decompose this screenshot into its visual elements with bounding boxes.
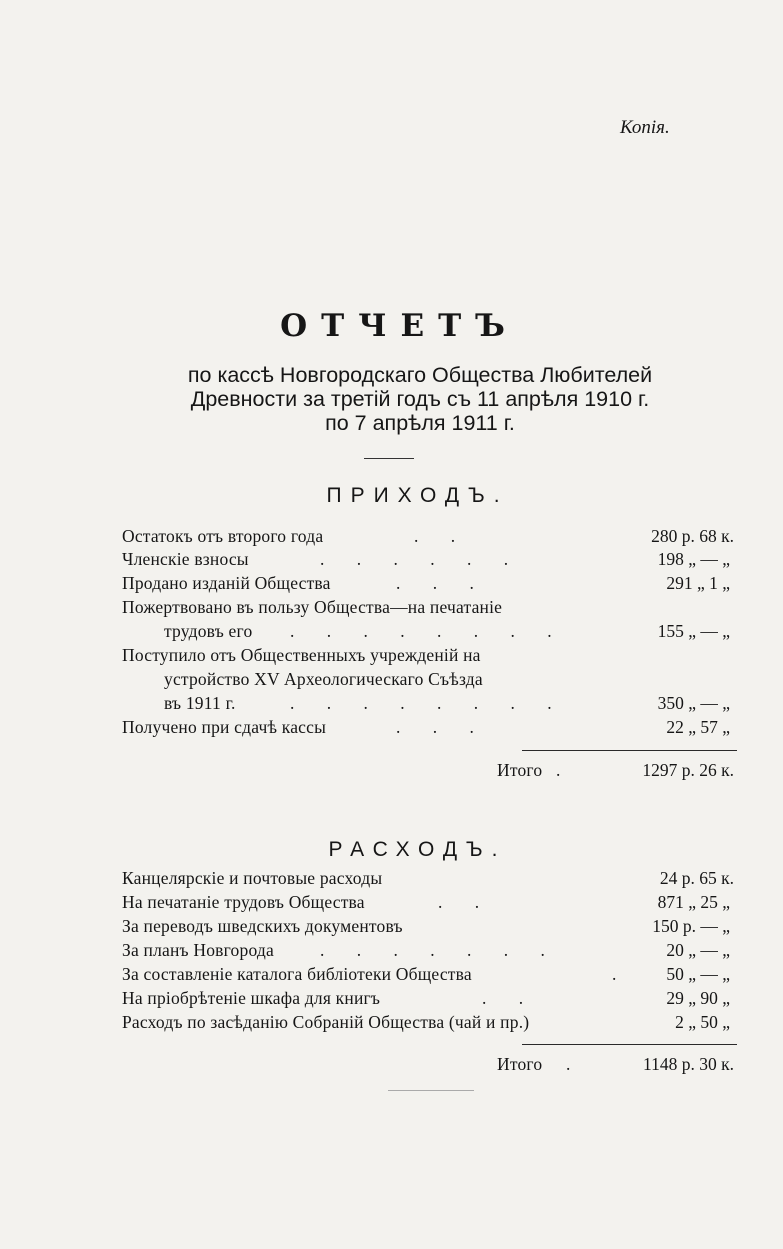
expense-row-amount: 2 „ 50 „ [675,1012,730,1032]
expense-row-label: За планъ Новгорода [122,940,274,960]
leader-dots: . . . . . . . . [290,693,566,713]
income-row-label: Остатокъ отъ второго года [122,526,324,546]
income-row-amount: 198 „ — „ [657,549,730,569]
leader-dots: . . [414,526,470,546]
expense-total-label: Итого [497,1054,543,1074]
expense-row-label: На печатаніе трудовъ Общества [122,892,365,912]
report-subtitle [100,363,740,435]
income-row-label: трудовъ его [164,621,253,641]
expense-row-amount: 50 „ — „ [666,964,730,984]
subtitle-divider [364,458,414,459]
income-row-amount: 280 р. 68 к. [651,526,734,546]
expense-row-label: За составленіе каталога библіотеки Общества [122,964,472,984]
income-row-label: устройство XV Археологическаго Съѣзда [164,669,483,689]
subtitle-line: по 7 апрѣля 1911 г. [325,411,515,435]
income-row-amount: 155 „ — „ [657,621,730,641]
income-total-rule [522,750,737,751]
expense-total-amount: 1148 р. 30 к. [643,1054,734,1074]
income-row-amount: 350 „ — „ [657,693,730,713]
expense-row-amount: 20 „ — „ [666,940,730,960]
income-row-label: Поступило отъ Общественныхъ учрежденій на [122,645,481,665]
leader-dots: . . . . . . . . [290,621,566,641]
expense-row-label: На пріобрѣтеніе шкафа для книгъ [122,988,381,1008]
expense-total-rule [522,1044,737,1045]
income-row-amount: 22 „ 57 „ [666,717,730,737]
leader-dots: . . . [396,573,488,593]
expense-row-label: Расходъ по засѣданію Собраній Общества (чай и пр.) [122,1012,530,1032]
expense-row-amount: 24 р. 65 к. [659,868,734,888]
expense-heading: РАСХОДЪ. [328,838,507,861]
expense-row-label: Канцелярскіе и почтовые расходы [122,868,383,888]
faint-rule [388,1090,474,1091]
income-row-label: въ 1911 г. [164,693,236,713]
expense-row-amount: 871 „ 25 „ [657,892,730,912]
income-row-label: Членскіе взносы [122,549,249,569]
leader-dots: . [612,964,631,984]
income-total-label: Итого [497,760,543,780]
copy-mark: Копія. [620,117,670,138]
leader-dots: . . . [396,717,488,737]
leader-dots: . . . . . . . [320,940,559,960]
leader-dots: . . . . . . [320,549,523,569]
subtitle-line: Древности за третій годъ съ 11 апрѣля 1910 г. [190,387,650,411]
income-total-amount: 1297 р. 26 к. [642,760,734,780]
income-row-label: Продано изданій Общества [122,573,331,593]
income-heading: ПРИХОДЪ. [326,484,509,507]
leader-dots: . . [482,988,538,1008]
income-row-label: Получено при сдачѣ кассы [122,717,327,737]
leader-dots: . . [438,892,494,912]
expense-row-label: За переводъ шведскихъ документовъ [122,916,403,936]
subtitle-line: по кассѣ Новгородскаго Общества Любителей [187,363,653,387]
income-row-amount: 291 „ 1 „ [666,573,730,593]
leader-dots: . [566,1054,585,1074]
expense-row-amount: 150 р. — „ [652,916,730,936]
report-title: ОТЧЕТЪ [280,308,519,344]
income-row-label: Пожертвовано въ пользу Общества—на печатаніе [122,597,503,617]
leader-dots: . [556,760,575,780]
expense-row-amount: 29 „ 90 „ [666,988,730,1008]
